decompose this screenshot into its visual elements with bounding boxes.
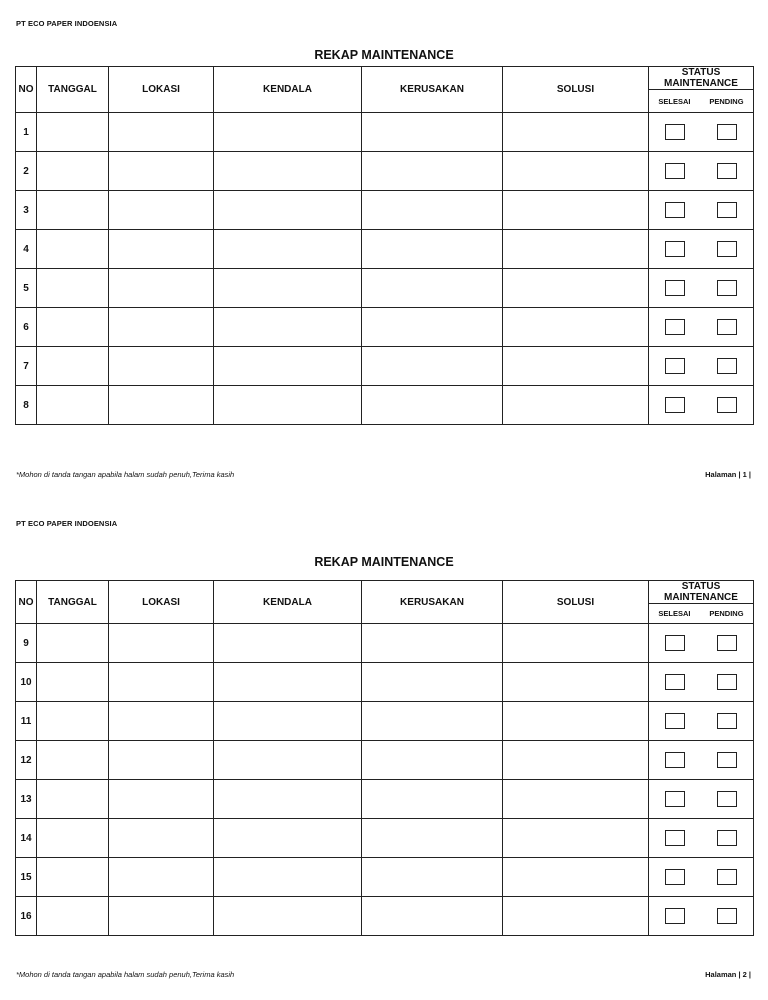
cell-kerusakan[interactable] (362, 780, 503, 819)
cell-lokasi[interactable] (109, 230, 214, 269)
row-number: 1 (16, 113, 37, 152)
cell-kerusakan[interactable] (362, 858, 503, 897)
pending-checkbox[interactable] (717, 869, 737, 885)
signature-note: *Mohon di tanda tangan apabila halam sudah penuh,Terima kasih (16, 970, 235, 979)
selesai-checkbox[interactable] (665, 124, 685, 140)
cell-kerusakan[interactable] (362, 386, 503, 425)
cell-solusi[interactable] (503, 624, 649, 663)
cell-solusi[interactable] (503, 741, 649, 780)
cell-lokasi[interactable] (109, 663, 214, 702)
selesai-checkbox[interactable] (665, 280, 685, 296)
header-lokasi: LOKASI (109, 581, 214, 624)
pending-checkbox[interactable] (717, 241, 737, 257)
cell-lokasi[interactable] (109, 741, 214, 780)
selesai-checkbox[interactable] (665, 791, 685, 807)
cell-tanggal[interactable] (37, 858, 109, 897)
header-kerusakan: KERUSAKAN (362, 67, 503, 113)
cell-solusi[interactable] (503, 780, 649, 819)
cell-tanggal[interactable] (37, 191, 109, 230)
cell-tanggal[interactable] (37, 702, 109, 741)
cell-kendala[interactable] (214, 702, 362, 741)
signature-note: *Mohon di tanda tangan apabila halam sudah penuh,Terima kasih (16, 470, 235, 479)
document-title: REKAP MAINTENANCE (314, 555, 454, 569)
cell-solusi[interactable] (503, 702, 649, 741)
cell-status (649, 347, 754, 386)
table-row (16, 780, 754, 819)
cell-lokasi[interactable] (109, 113, 214, 152)
selesai-checkbox[interactable] (665, 674, 685, 690)
cell-tanggal[interactable] (37, 230, 109, 269)
cell-status (649, 152, 754, 191)
pending-checkbox[interactable] (717, 752, 737, 768)
table-row (16, 152, 754, 191)
header-selesai: SELESAI (658, 609, 691, 618)
pending-checkbox[interactable] (717, 202, 737, 218)
page-number: Halaman | 2 | (705, 970, 751, 979)
cell-tanggal[interactable] (37, 308, 109, 347)
header-lokasi: LOKASI (109, 67, 214, 113)
cell-solusi[interactable] (503, 269, 649, 308)
cell-status (649, 624, 754, 663)
pending-checkbox[interactable] (717, 635, 737, 651)
cell-tanggal[interactable] (37, 386, 109, 425)
cell-status (649, 663, 754, 702)
selesai-checkbox[interactable] (665, 241, 685, 257)
cell-lokasi[interactable] (109, 624, 214, 663)
cell-lokasi[interactable] (109, 191, 214, 230)
pending-checkbox[interactable] (717, 280, 737, 296)
header-pending: PENDING (709, 96, 744, 106)
row-number: 16 (16, 897, 37, 936)
cell-kerusakan[interactable] (362, 819, 503, 858)
cell-status (649, 702, 754, 741)
cell-solusi[interactable] (503, 386, 649, 425)
cell-tanggal[interactable] (37, 741, 109, 780)
page-2 (0, 500, 768, 1000)
cell-kendala[interactable] (214, 152, 362, 191)
pending-checkbox[interactable] (717, 674, 737, 690)
table-body (16, 624, 754, 936)
cell-tanggal[interactable] (37, 780, 109, 819)
cell-kendala[interactable] (214, 308, 362, 347)
cell-solusi[interactable] (503, 819, 649, 858)
cell-lokasi[interactable] (109, 269, 214, 308)
header-tanggal: TANGGAL (37, 581, 109, 624)
company-name: PT ECO PAPER INDOENSIA (16, 519, 118, 528)
selesai-checkbox[interactable] (665, 397, 685, 413)
header-status-sub (649, 90, 754, 113)
header-status-sub (649, 604, 754, 624)
row-number: 4 (16, 230, 37, 269)
header-no: NO (16, 581, 37, 624)
cell-kerusakan[interactable] (362, 113, 503, 152)
table-row (16, 741, 754, 780)
cell-solusi[interactable] (503, 230, 649, 269)
cell-kerusakan[interactable] (362, 741, 503, 780)
header-no: NO (16, 67, 37, 113)
row-number: 13 (16, 780, 37, 819)
selesai-checkbox[interactable] (665, 908, 685, 924)
header-status: STATUS MAINTENANCE (649, 581, 754, 604)
cell-lokasi[interactable] (109, 308, 214, 347)
cell-kerusakan[interactable] (362, 663, 503, 702)
cell-kendala[interactable] (214, 624, 362, 663)
table-row (16, 624, 754, 663)
cell-kendala[interactable] (214, 191, 362, 230)
company-name: PT ECO PAPER INDOENSIA (16, 19, 118, 28)
table-row (16, 308, 754, 347)
pending-checkbox[interactable] (717, 830, 737, 846)
header-solusi: SOLUSI (503, 581, 649, 624)
cell-status (649, 308, 754, 347)
header-pending: PENDING (709, 609, 744, 618)
pending-checkbox[interactable] (717, 713, 737, 729)
cell-lokasi[interactable] (109, 702, 214, 741)
header-selesai: SELESAI (658, 96, 691, 106)
row-number: 11 (16, 702, 37, 741)
cell-status (649, 113, 754, 152)
header-solusi: SOLUSI (503, 67, 649, 113)
pending-checkbox[interactable] (717, 397, 737, 413)
header-kendala: KENDALA (214, 581, 362, 624)
cell-lokasi[interactable] (109, 858, 214, 897)
cell-tanggal[interactable] (37, 897, 109, 936)
table-row (16, 858, 754, 897)
cell-tanggal[interactable] (37, 113, 109, 152)
cell-lokasi[interactable] (109, 347, 214, 386)
cell-lokasi[interactable] (109, 152, 214, 191)
cell-status (649, 230, 754, 269)
cell-kerusakan[interactable] (362, 191, 503, 230)
row-number: 14 (16, 819, 37, 858)
cell-kendala[interactable] (214, 819, 362, 858)
page-number: Halaman | 1 | (705, 470, 751, 479)
pending-checkbox[interactable] (717, 358, 737, 374)
header-status: STATUS MAINTENANCE (649, 67, 754, 90)
cell-solusi[interactable] (503, 308, 649, 347)
row-number: 5 (16, 269, 37, 308)
cell-status (649, 819, 754, 858)
header-kerusakan: KERUSAKAN (362, 581, 503, 624)
cell-tanggal[interactable] (37, 152, 109, 191)
selesai-checkbox[interactable] (665, 752, 685, 768)
cell-kendala[interactable] (214, 858, 362, 897)
selesai-checkbox[interactable] (665, 319, 685, 335)
cell-status (649, 780, 754, 819)
header-kendala: KENDALA (214, 67, 362, 113)
cell-status (649, 741, 754, 780)
cell-tanggal[interactable] (37, 624, 109, 663)
selesai-checkbox[interactable] (665, 635, 685, 651)
selesai-checkbox[interactable] (665, 163, 685, 179)
cell-kerusakan[interactable] (362, 152, 503, 191)
cell-lokasi[interactable] (109, 897, 214, 936)
cell-tanggal[interactable] (37, 819, 109, 858)
table-row (16, 269, 754, 308)
maintenance-table (15, 580, 754, 936)
cell-kendala[interactable] (214, 269, 362, 308)
cell-status (649, 191, 754, 230)
cell-kerusakan[interactable] (362, 347, 503, 386)
cell-kendala[interactable] (214, 230, 362, 269)
cell-kerusakan[interactable] (362, 624, 503, 663)
row-number: 2 (16, 152, 37, 191)
pending-checkbox[interactable] (717, 791, 737, 807)
row-number: 9 (16, 624, 37, 663)
cell-kendala[interactable] (214, 780, 362, 819)
row-number: 10 (16, 663, 37, 702)
cell-kendala[interactable] (214, 741, 362, 780)
cell-solusi[interactable] (503, 152, 649, 191)
cell-tanggal[interactable] (37, 269, 109, 308)
row-number: 7 (16, 347, 37, 386)
cell-kendala[interactable] (214, 347, 362, 386)
row-number: 8 (16, 386, 37, 425)
table-row (16, 230, 754, 269)
cell-kendala[interactable] (214, 113, 362, 152)
cell-solusi[interactable] (503, 897, 649, 936)
table-row (16, 663, 754, 702)
pending-checkbox[interactable] (717, 319, 737, 335)
row-number: 15 (16, 858, 37, 897)
cell-solusi[interactable] (503, 663, 649, 702)
cell-kerusakan[interactable] (362, 269, 503, 308)
cell-status (649, 386, 754, 425)
cell-kerusakan[interactable] (362, 897, 503, 936)
table-row (16, 819, 754, 858)
table-body (16, 113, 754, 425)
cell-solusi[interactable] (503, 858, 649, 897)
cell-status (649, 858, 754, 897)
cell-solusi[interactable] (503, 113, 649, 152)
row-number: 12 (16, 741, 37, 780)
cell-lokasi[interactable] (109, 386, 214, 425)
cell-kerusakan[interactable] (362, 230, 503, 269)
cell-solusi[interactable] (503, 347, 649, 386)
cell-tanggal[interactable] (37, 347, 109, 386)
table-row (16, 897, 754, 936)
cell-status (649, 897, 754, 936)
cell-solusi[interactable] (503, 191, 649, 230)
selesai-checkbox[interactable] (665, 869, 685, 885)
table-row (16, 702, 754, 741)
selesai-checkbox[interactable] (665, 713, 685, 729)
pending-checkbox[interactable] (717, 163, 737, 179)
selesai-checkbox[interactable] (665, 830, 685, 846)
pending-checkbox[interactable] (717, 908, 737, 924)
cell-kendala[interactable] (214, 897, 362, 936)
row-number: 6 (16, 308, 37, 347)
cell-status (649, 269, 754, 308)
header-tanggal: TANGGAL (37, 67, 109, 113)
row-number: 3 (16, 191, 37, 230)
cell-kendala[interactable] (214, 386, 362, 425)
maintenance-table (15, 66, 754, 425)
table-row (16, 113, 754, 152)
table-row (16, 347, 754, 386)
selesai-checkbox[interactable] (665, 358, 685, 374)
selesai-checkbox[interactable] (665, 202, 685, 218)
pending-checkbox[interactable] (717, 124, 737, 140)
document-title: REKAP MAINTENANCE (314, 48, 454, 62)
cell-kerusakan[interactable] (362, 702, 503, 741)
table-row (16, 386, 754, 425)
cell-kerusakan[interactable] (362, 308, 503, 347)
cell-kendala[interactable] (214, 663, 362, 702)
table-row (16, 191, 754, 230)
cell-lokasi[interactable] (109, 819, 214, 858)
cell-lokasi[interactable] (109, 780, 214, 819)
cell-tanggal[interactable] (37, 663, 109, 702)
